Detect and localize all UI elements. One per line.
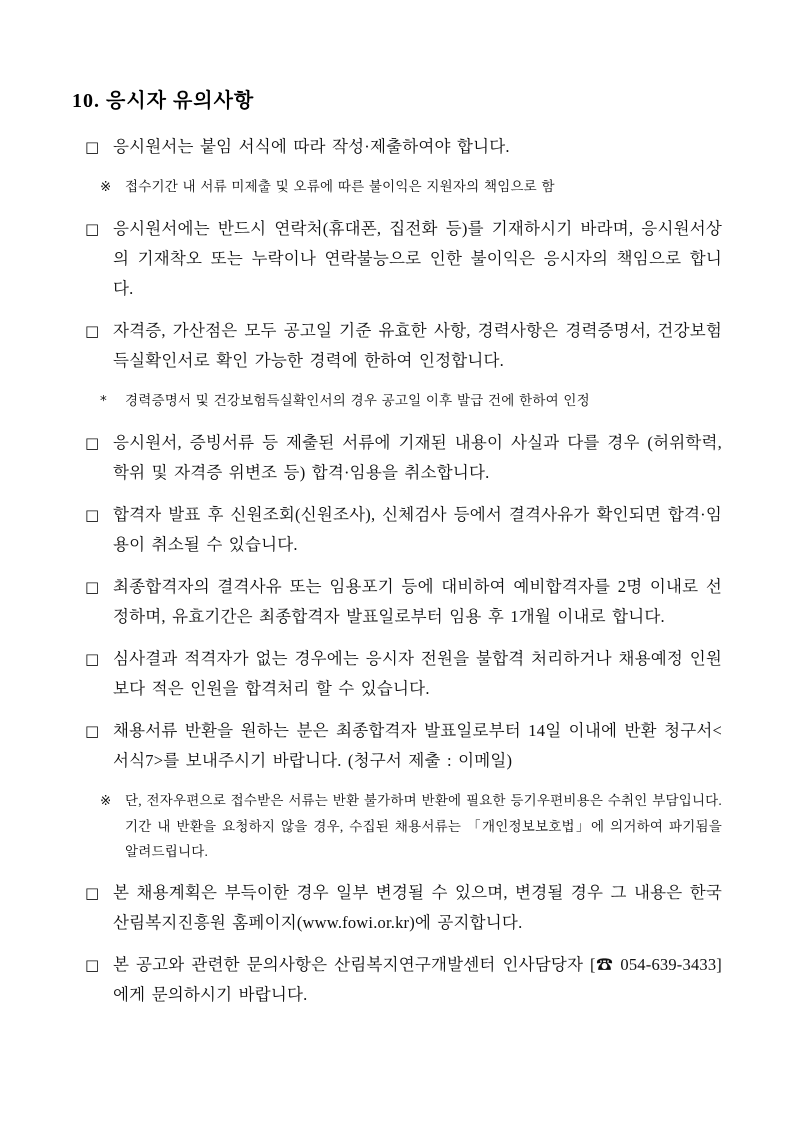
notice-item-7 xyxy=(85,644,722,704)
notice-item-3-text: 자격증, 가산점은 모두 공고일 기준 유효한 사항, 경력사항은 경력증명서, 건강보험득실확인서로 확인 가능한 경력에 한하여 인정합니다. xyxy=(113,321,722,370)
notice-item-2 xyxy=(85,214,722,304)
checkbox-bullet-icon: □ xyxy=(85,956,100,974)
notice-list xyxy=(72,132,722,1010)
notice-item-3-note xyxy=(85,388,722,414)
checkbox-bullet-icon: □ xyxy=(85,138,100,156)
notice-item-5 xyxy=(85,500,722,560)
notice-item-1 xyxy=(85,132,722,162)
checkbox-bullet-icon: □ xyxy=(85,884,100,902)
reference-mark-icon: ※ xyxy=(100,179,112,195)
notice-item-8-note-text: 단, 전자우편으로 접수받은 서류는 반환 불가하며 반환에 필요한 등기우편비용은 수취인 부담입니다. 기간 내 반환을 요청하지 않을 경우, 수집된 채용서류는 「개인정보보호법」에 의거하여 파기됨을 알려드립니다. xyxy=(125,793,722,859)
notice-item-10 xyxy=(85,950,722,1010)
section-title: 10. 응시자 유의사항 xyxy=(72,90,255,112)
notice-item-8 xyxy=(85,716,722,776)
checkbox-bullet-icon: □ xyxy=(85,506,100,524)
checkbox-bullet-icon: □ xyxy=(85,434,100,452)
checkbox-bullet-icon: □ xyxy=(85,578,100,596)
notice-item-9 xyxy=(85,878,722,938)
notice-item-1-text: 응시원서는 붙임 서식에 따라 작성·제출하여야 합니다. xyxy=(113,137,510,156)
notice-item-3 xyxy=(85,316,722,376)
notice-item-3-note-text: 경력증명서 및 건강보험득실확인서의 경우 공고일 이후 발급 건에 한하여 인정 xyxy=(125,393,590,408)
notice-item-1-note-text: 접수기간 내 서류 미제출 및 오류에 따른 불이익은 지원자의 책임으로 함 xyxy=(125,179,555,194)
reference-mark-icon: ※ xyxy=(100,793,112,809)
notice-item-1-note xyxy=(85,174,722,200)
checkbox-bullet-icon: □ xyxy=(85,722,100,740)
notice-item-7-text: 심사결과 적격자가 없는 경우에는 응시자 전원을 불합격 처리하거나 채용예정 인원보다 적은 인원을 합격처리 할 수 있습니다. xyxy=(113,649,722,698)
notice-item-4-text: 응시원서, 증빙서류 등 제출된 서류에 기재된 내용이 사실과 다를 경우 (허위학력, 학위 및 자격증 위변조 등) 합격·임용을 취소합니다. xyxy=(113,433,722,482)
notice-item-5-text: 합격자 발표 후 신원조회(신원조사), 신체검사 등에서 결격사유가 확인되면 합격·임용이 취소될 수 있습니다. xyxy=(113,505,722,554)
notice-item-8-text: 채용서류 반환을 원하는 분은 최종합격자 발표일로부터 14일 이내에 반환 청구서<서식7>를 보내주시기 바랍니다. (청구서 제출 : 이메일) xyxy=(113,721,722,770)
asterisk-mark-icon: * xyxy=(100,393,107,409)
checkbox-bullet-icon: □ xyxy=(85,220,100,238)
notice-item-10-text: 본 공고와 관련한 문의사항은 산림복지연구개발센터 인사담당자 [☎ 054-639-3433]에게 문의하시기 바랍니다. xyxy=(113,955,722,1004)
notice-item-4 xyxy=(85,428,722,488)
notice-item-6-text: 최종합격자의 결격사유 또는 임용포기 등에 대비하여 예비합격자를 2명 이내로 선정하며, 유효기간은 최종합격자 발표일로부터 임용 후 1개월 이내로 합니다. xyxy=(113,577,722,626)
checkbox-bullet-icon: □ xyxy=(85,322,100,340)
notice-item-6 xyxy=(85,572,722,632)
notice-item-9-text: 본 채용계획은 부득이한 경우 일부 변경될 수 있으며, 변경될 경우 그 내용은 한국산림복지진흥원 홈페이지(www.fowi.or.kr)에 공지합니다. xyxy=(113,883,722,932)
notice-item-8-note xyxy=(85,788,722,864)
notice-item-2-text: 응시원서에는 반드시 연락처(휴대폰, 집전화 등)를 기재하시기 바라며, 응시원서상의 기재착오 또는 누락이나 연락불능으로 인한 불이익은 응시자의 책임으로 합니다. xyxy=(113,219,722,298)
checkbox-bullet-icon: □ xyxy=(85,650,100,668)
